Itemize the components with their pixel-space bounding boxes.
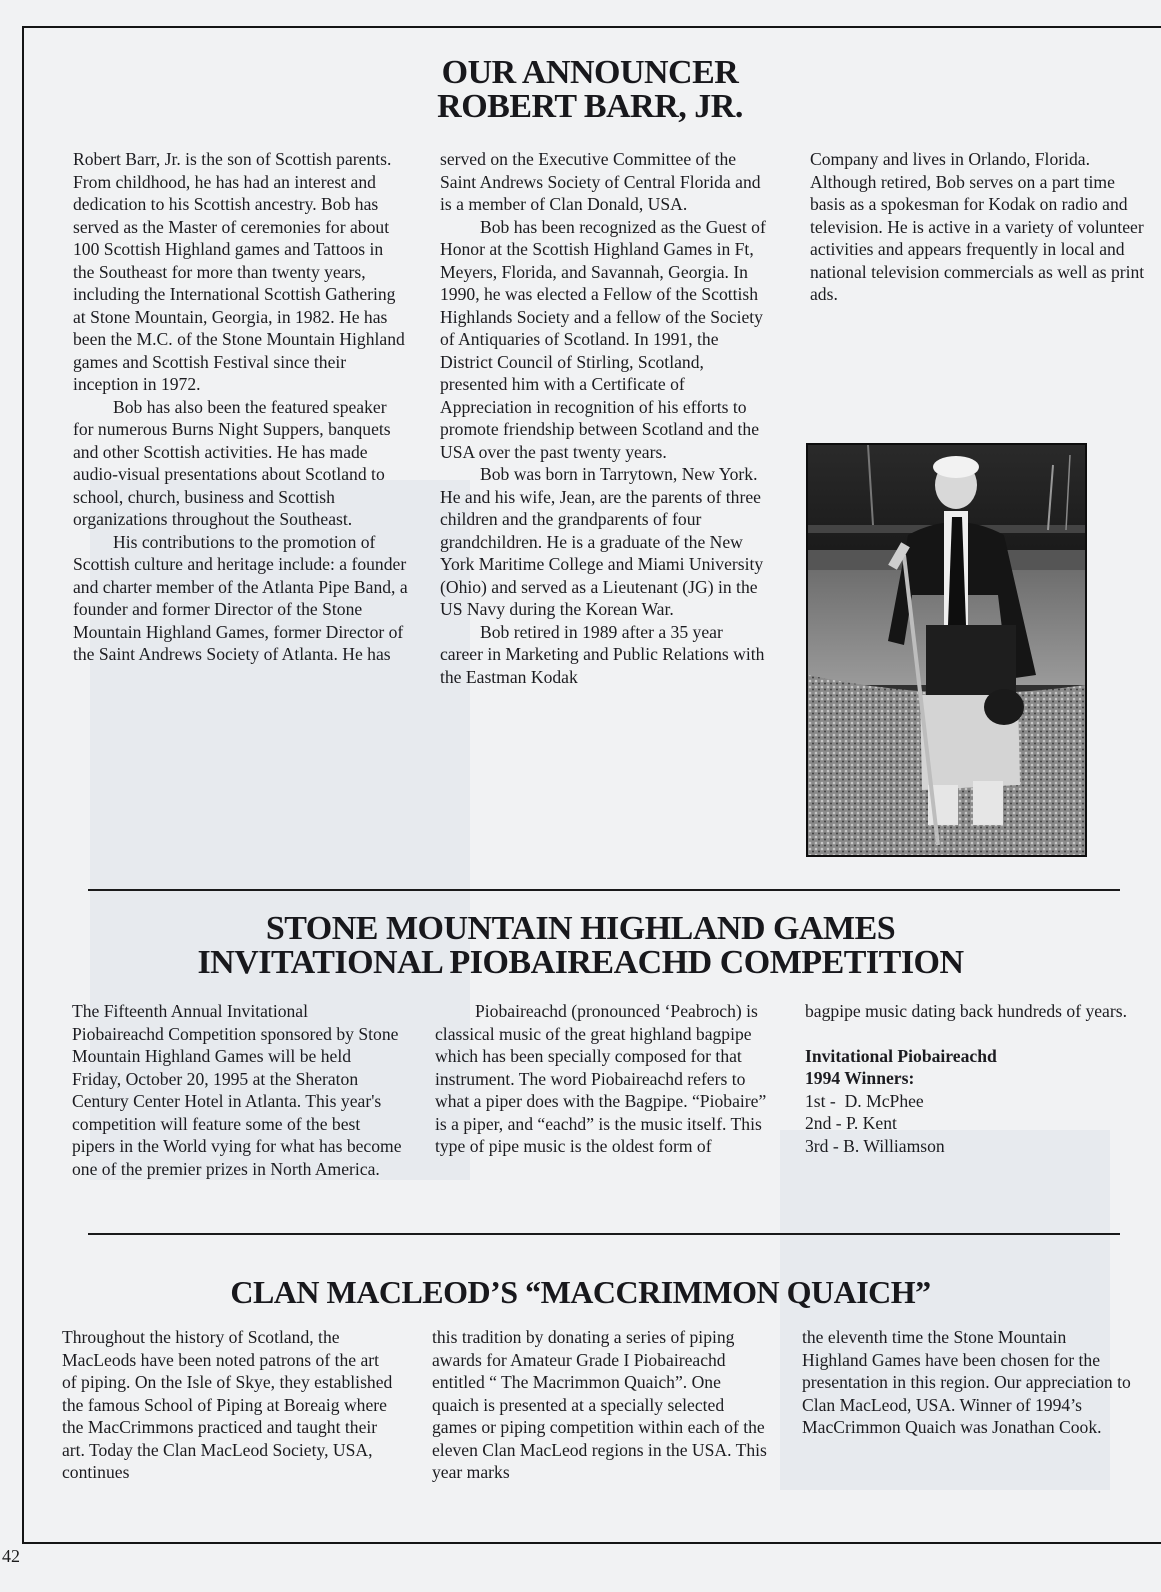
competition-column-1 [72, 1000, 402, 1180]
announcer-column-1 [73, 148, 408, 666]
paragraph: Piobaireachd (pronounced ‘Peabroch) is classical music of the great highland bagpipe which has been specially composed for that instrument. The word Piobaireachd refers to what a piper does with the Bagpipe. “Piobaire” is a piper, and “eachd” is the music itself. This type of pipe music is the oldest form of [435, 1001, 767, 1156]
quaich-heading: CLAN MACLEOD’S “MACCRIMMON QUAICH” [230, 1274, 931, 1310]
quaich-column-3 [802, 1326, 1132, 1439]
competition-title-line2: INVITATIONAL PIOBAIREACHD COMPETITION [197, 944, 964, 981]
section-divider [88, 1233, 1120, 1235]
winner-entry: 2nd - P. Kent [805, 1113, 897, 1133]
paragraph: Bob was born in Tarrytown, New York. He and his wife, Jean, are the parents of three children and the grandparents of four grandchildren. He is a graduate of the New York Maritime College and Miami University (Ohio) and served as a Lieutenant (JG) in the US Navy during the Korean War. [440, 464, 764, 619]
paragraph: this tradition by donating a series of piping awards for Amateur Grade I Piobaireachd entitled “ The Macrimmon Quaich”. One quaich is presented at a specially selected games or piping competition within each of the eleven Clan MacLeod regions in the USA. This year marks [432, 1327, 767, 1482]
paragraph: Throughout the history of Scotland, the MacLeods have been noted patrons of the art of piping. On the Isle of Skye, they established the famous School of Piping at Boreaig where the MacCrimmons practiced and taught their art. Today the Clan MacLeod Society, USA, continues [62, 1327, 393, 1482]
announcer-title-line2: ROBERT BARR, JR. [437, 88, 743, 125]
competition-column-2 [435, 1000, 770, 1158]
portrait-photo-graphic [808, 445, 1085, 855]
paragraph: Bob retired in 1989 after a 35 year career in Marketing and Public Relations with the Eastman Kodak [440, 621, 765, 687]
paragraph: Bob has also been the featured speaker for numerous Burns Night Suppers, banquets and other Scottish activities. He has made audio-visual presentations about Scotland to school, church, business and Scottish organizations throughout the Southeast. [73, 396, 391, 529]
paragraph: His contributions to the promotion of Scottish culture and heritage include: a founder and charter member of the Atlanta Pipe Band, a founder and former Director of the Stone Mountain Highland Games, former Director of the Saint Andrews Society of Atlanta. He has [73, 531, 408, 664]
paragraph: The Fifteenth Annual Invitational Piobaireachd Competition sponsored by Stone Mountain Highland Games will be held Friday, October 20, 1995 at the Sheraton Century Center Hotel in Atlanta. This year's competition will feature some of the best pipers in the World vying for what has become one of the premier prizes in North America. [72, 1001, 402, 1179]
winners-heading: Invitational Piobaireachd [805, 1045, 997, 1066]
competition-heading [0, 912, 1161, 980]
paragraph: served on the Executive Committee of the Saint Andrews Society of Central Florida and is a member of Clan Donald, USA. [440, 149, 761, 214]
announcer-heading [190, 56, 990, 124]
quaich-column-1 [62, 1326, 397, 1484]
portrait-photo-icon [806, 443, 1087, 857]
paragraph: Robert Barr, Jr. is the son of Scottish parents. From childhood, he has had an interest and dedication to his Scottish ancestry. Bob has served as the Master of ceremonies for about 100 Scottish Highland games and Tattoos in the Southeast for more than twenty years, including the International Scottish Gathering at Stone Mountain, Georgia, in 1982. He has been the M.C. of the Stone Mountain Highland games and Scottish Festival since their inception in 1972. [73, 149, 405, 394]
announcer-title-line1: OUR ANNOUNCER [441, 54, 739, 91]
winner-entry: 1st - D. McPhee [805, 1090, 924, 1111]
announcer-column-3 [810, 148, 1145, 306]
competition-title-line1: STONE MOUNTAIN HIGHLAND GAMES [265, 910, 896, 947]
page-number: 42 [2, 1546, 20, 1566]
paragraph: bagpipe music dating back hundreds of years. [805, 1001, 1127, 1021]
winner-entry: 3rd - B. Williamson [805, 1135, 945, 1156]
winners-heading-year: 1994 Winners: [805, 1068, 915, 1088]
competition-column-3 [805, 1000, 1135, 1157]
section-divider [88, 889, 1120, 891]
announcer-column-2 [440, 148, 770, 688]
paragraph: the eleventh time the Stone Mountain Highland Games have been chosen for the presentation in this region. Our appreciation to Clan MacLeod, USA. Winner of 1994’s MacCrimmon Quaich was Jonathan Cook. [802, 1327, 1131, 1437]
paragraph: Bob has been recognized as the Guest of Honor at the Scottish Highland Games in Ft, Meyers, Florida, and Savannah, Georgia. In 1990, he was elected a Fellow of the Scottish Highlands Society and a fellow of the Society of Antiquaries of Scotland. In 1991, the District Council of Stirling, Scotland, presented him with a Certificate of Appreciation in recognition of his efforts to promote friendship between Scotland and the USA over the past twenty years. [440, 216, 766, 462]
quaich-column-2 [432, 1326, 767, 1484]
paragraph: Company and lives in Orlando, Florida. Although retired, Bob serves on a part time basis as a spokesman for Kodak on radio and television. He is active in a variety of volunteer activities and appears frequently in local and national television commercials as well as print ads. [810, 149, 1145, 304]
